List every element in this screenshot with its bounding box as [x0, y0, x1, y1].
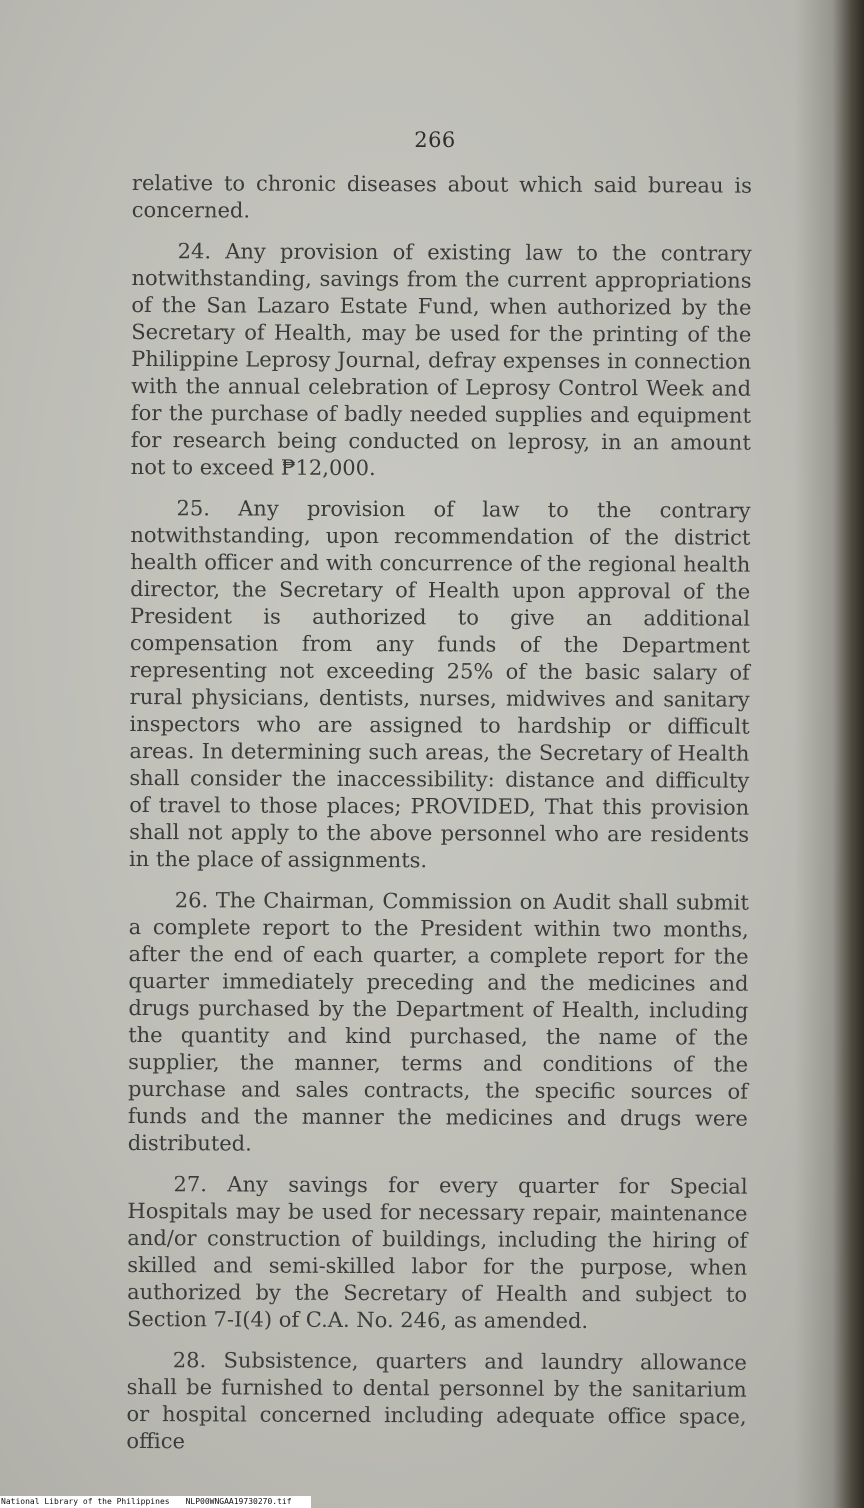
library-name: National Library of the Philippines [1, 1497, 170, 1506]
paragraph-27: 27. Any savings for every quarter for Special Hospitals may be used for necessary repair, maintenance and/or construction of buildings, including the hiring of skilled and semi-skilled labor for the purpose, when authorized by the Secretary of Health and subject to Section 7-I(4) of C.A. No. 246, as amended. [126, 1172, 748, 1334]
paragraph-26: 26. The Chairman, Commission on Audit shall submit a complete report to the President within two months, after the end of each quarter, a complete report for the quarter immediately preceding and the medicines and drugs purchased by the Department of Health, including the quantity and kind purchased, the name of the supplier, the manner, terms and conditions of the purchase and sales contracts, the specific sources of funds and the manner the medicines and drugs were distributed. [127, 888, 749, 1156]
paragraph-24: 24. Any provision of existing law to the contrary notwithstanding, savings from the current appropriations of the San Lazaro Estate Fund, when authorized by the Secretary of Health, may be used for the printing of the Philippine Leprosy Journal, defray expenses in connection with the annual celebration of Leprosy Control Week and for the purchase of badly needed supplies and equipment for research being conducted on leprosy, in an amount not to exceed ₱12,000. [130, 239, 752, 481]
scan-footer [0, 1496, 311, 1508]
paragraph-continuation: relative to chronic diseases about which said bureau is concerned. [131, 170, 752, 223]
paragraph-28: 28. Subsistence, quarters and laundry allowance shall be furnished to dental personnel by the sanitarium or hospital concerned including adequate office space, office [126, 1348, 747, 1454]
page-binding-shadow [794, 0, 864, 1508]
file-id: NLP00WNGAA19730270.tif [185, 1497, 292, 1506]
paragraph-25: 25. Any provision of law to the contrary notwithstanding, upon recommendation of the district health officer and with concurrence of the regional health director, the Secretary of Health upon approval of the President is authorized to give an additional compensation from any funds of the Department representing not exceeding 25% of the basic salary of rural physicians, dentists, nurses, midwives and sanitary inspectors who are assigned to hardship or difficult areas. In determining such areas, the Secretary of Health shall consider the inaccessibility: distance and difficulty of travel to those places; PROVIDED, That this provision shall not apply to the above personnel who are residents in the place of assignments. [128, 496, 751, 873]
page-number: 266 [414, 128, 456, 152]
body-text [126, 170, 752, 1472]
